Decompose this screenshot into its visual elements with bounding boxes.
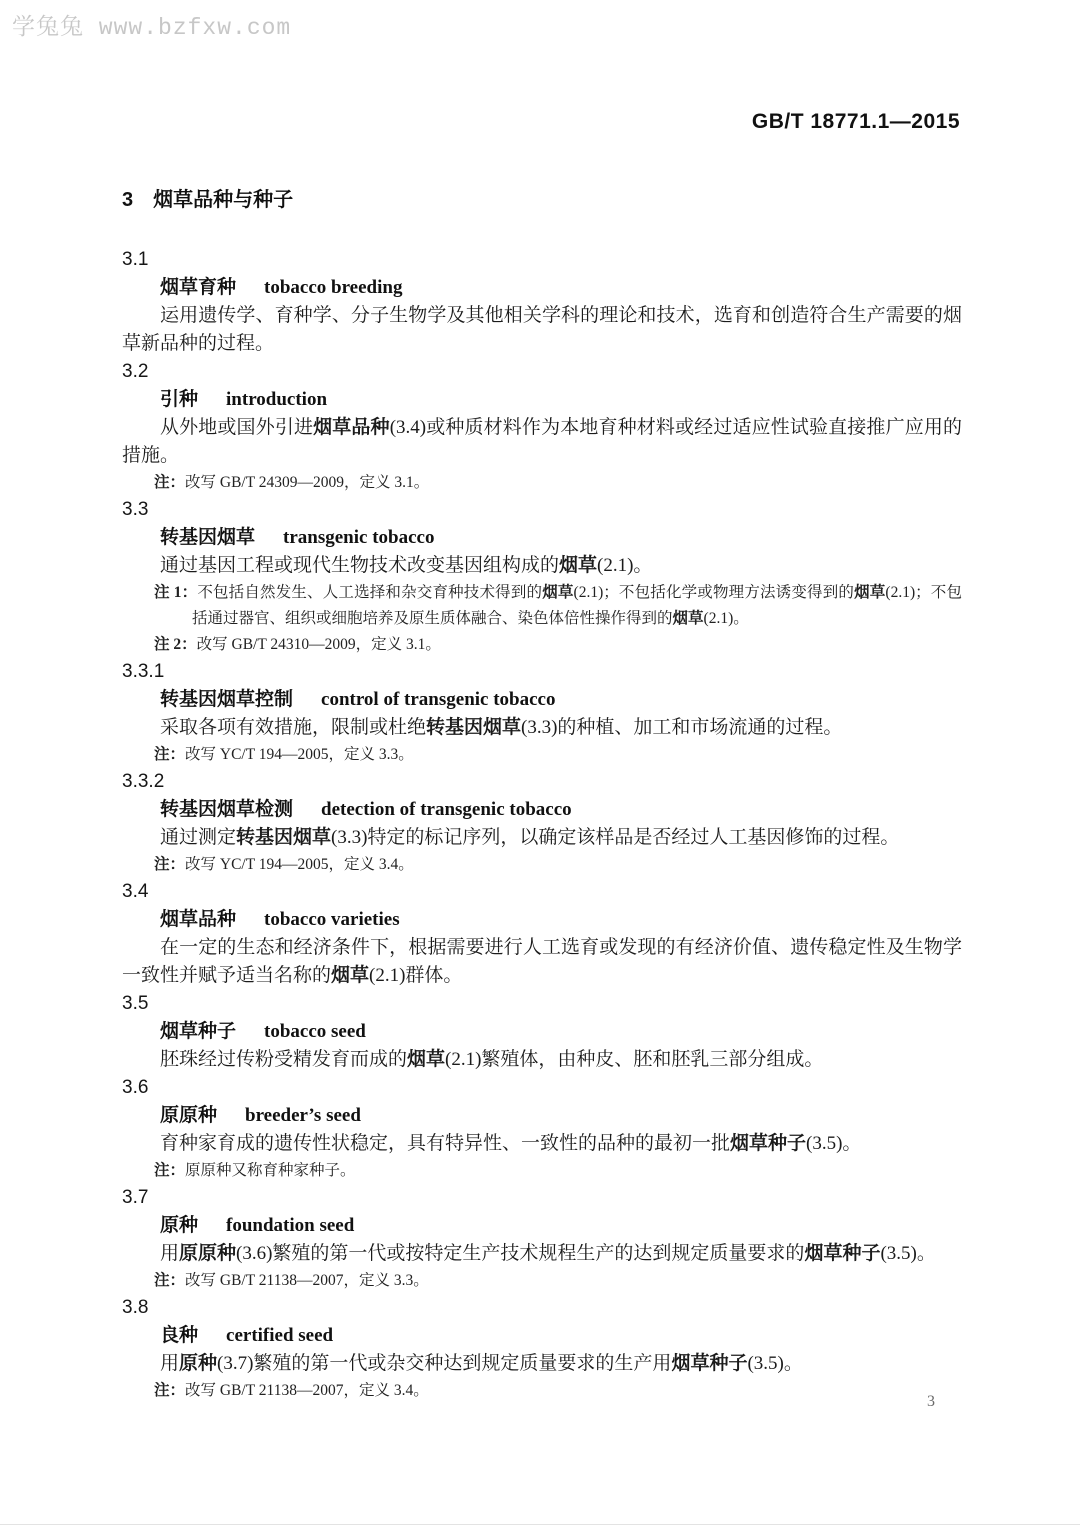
note-label: 注： [154,856,186,873]
entry-term-line [122,686,962,714]
definition-entry [122,1184,962,1294]
entry-term-line [122,1212,962,1240]
definition-entry [122,878,962,990]
text-segment: 改写 YC/T 194—2005，定义 3.4。 [185,856,414,873]
note-label: 注 2： [154,636,197,653]
term-english: transgenic tobacco [283,527,435,548]
entry-number: 3.8 [122,1297,149,1318]
text-segment: (3.5)。 [880,1243,936,1264]
page-content [122,186,962,1404]
entry-number: 3.6 [122,1077,149,1098]
text-segment: 改写 YC/T 194—2005，定义 3.3。 [185,746,414,763]
cross-referenced-term: 烟草 [331,965,370,986]
note-label: 注： [154,746,186,763]
page-number: 3 [927,1393,935,1410]
text-segment: 运用遗传学、育种学、分子生物学及其他相关学科的理论和技术，选育和创造符合生产需要的烟草新品种的过程。 [122,305,962,354]
term-english: introduction [226,389,328,410]
scan-edge-line [0,1524,1080,1525]
definition-entry [122,358,962,496]
term-chinese: 烟草品种 [160,909,237,930]
term-english: certified seed [226,1325,334,1346]
text-segment: 改写 GB/T 24310—2009，定义 3.1。 [196,636,441,653]
note-label: 注 1： [154,584,198,601]
entry-notes [122,742,962,768]
text-segment: 用 [160,1353,180,1374]
term-english: detection of transgenic tobacco [321,799,572,820]
entry-term-line [122,1322,962,1350]
cross-referenced-term: 烟草种子 [671,1353,748,1374]
entry-note [122,1378,962,1404]
text-segment: (3.3)的种植、加工和市场流通的过程。 [521,717,843,738]
cross-referenced-term: 原种 [179,1353,218,1374]
cross-referenced-term: 烟草 [542,584,574,601]
entry-note [122,852,962,878]
doc-number-header: GB/T 18771.1—2015 [751,110,960,133]
definition-entry [122,990,962,1074]
text-segment: 胚珠经过传粉受精发育而成的 [160,1049,408,1070]
text-segment: 通过测定 [160,827,237,848]
note-label: 注： [154,1162,186,1179]
entry-note [122,1268,962,1294]
definition-entry [122,496,962,658]
text-segment: 原原种又称育种家种子。 [185,1162,356,1179]
definition-entry [122,1074,962,1184]
term-chinese: 引种 [160,389,199,410]
term-english: control of transgenic tobacco [321,689,556,710]
text-segment: (3.3)特定的标记序列，以确定该样品是否经过人工基因修饰的过程。 [331,827,900,848]
text-segment: (3.7)繁殖的第一代或杂交种达到规定质量要求的生产用 [217,1353,672,1374]
entry-term-line [122,386,962,414]
text-segment: 用 [160,1243,180,1264]
text-segment: 改写 GB/T 24309—2009，定义 3.1。 [185,474,430,491]
entry-note [122,1158,962,1184]
entry-number: 3.5 [122,993,149,1014]
cross-referenced-term: 烟草种子 [804,1243,881,1264]
entry-definition [122,552,962,580]
entry-notes [122,1268,962,1294]
entry-notes [122,1378,962,1404]
entry-number: 3.4 [122,881,149,902]
entry-definition [122,302,962,358]
text-segment: 从外地或国外引进 [160,417,314,438]
term-chinese: 烟草种子 [160,1021,237,1042]
entry-number: 3.3.1 [122,661,165,682]
entry-note [122,632,962,658]
cross-referenced-term: 烟草种子 [730,1133,807,1154]
definition-entry [122,1294,962,1404]
entry-notes [122,580,962,658]
entry-number: 3.3.2 [122,771,165,792]
definition-entry [122,768,962,878]
entry-term-line [122,524,962,552]
entry-definition [122,1350,962,1378]
cross-referenced-term: 转基因烟草 [426,717,522,738]
term-chinese: 转基因烟草控制 [160,689,294,710]
text-segment: (2.1)；不包括通过器官、组织或细胞培养及原生质体融合、染色体倍性操作得到的 [192,584,962,627]
text-segment: 改写 GB/T 21138—2007，定义 3.4。 [185,1382,429,1399]
entry-number: 3.2 [122,361,149,382]
entry-note [122,580,962,632]
entry-definition [122,1130,962,1158]
text-segment: (3.4)或种质材料作为本地育种材料或经过适应性试验直接推广应用的措施。 [122,417,962,466]
text-segment: 在一定的生态和经济条件下，根据需要进行人工选育或发现的有经济价值、遗传稳定性及生物学一致性并赋予适当名称的 [122,937,962,986]
text-segment: 采取各项有效措施，限制或杜绝 [160,717,427,738]
text-segment: (3.5)。 [806,1133,862,1154]
cross-referenced-term: 烟草品种 [313,417,390,438]
term-english: tobacco varieties [264,909,400,930]
entry-definition [122,414,962,470]
entry-notes [122,470,962,496]
term-chinese: 原原种 [160,1105,218,1126]
term-chinese: 烟草育种 [160,277,237,298]
cross-referenced-term: 烟草 [854,584,886,601]
entry-note [122,742,962,768]
entry-number: 3.1 [122,249,149,270]
text-segment: (3.5)。 [747,1353,803,1374]
cross-referenced-term: 烟草 [559,555,598,576]
watermark: 学兔兔 www.bzfxw.com [12,15,292,41]
entry-term-line [122,274,962,302]
entry-note [122,470,962,496]
text-segment: 育种家育成的遗传性状稳定，具有特异性、一致性的品种的最初一批 [160,1133,731,1154]
entry-notes [122,852,962,878]
term-chinese: 转基因烟草 [160,527,256,548]
text-segment: (2.1)。 [703,610,749,627]
cross-referenced-term: 烟草 [672,610,704,627]
text-segment: 改写 GB/T 21138—2007，定义 3.3。 [185,1272,429,1289]
entry-definition [122,824,962,852]
text-segment: 通过基因工程或现代生物技术改变基因组构成的 [160,555,560,576]
entry-definition [122,934,962,990]
text-segment: (2.1)繁殖体，由种皮、胚和胚乳三部分组成。 [445,1049,824,1070]
text-segment: (2.1)群体。 [369,965,463,986]
section-number: 3 [122,189,134,211]
text-segment: 不包括自然发生、人工选择和杂交育种技术得到的 [197,584,543,601]
entry-term-line [122,906,962,934]
entry-number: 3.7 [122,1187,149,1208]
entry-definition [122,1240,962,1268]
term-english: breeder’s seed [245,1105,361,1126]
term-english: tobacco seed [264,1021,366,1042]
section-title: 烟草品种与种子 [153,189,294,211]
entry-definition [122,714,962,742]
text-segment: (3.6)繁殖的第一代或按特定生产技术规程生产的达到规定质量要求的 [236,1243,805,1264]
note-label: 注： [154,1272,186,1289]
term-chinese: 原种 [160,1215,199,1236]
cross-referenced-term: 原原种 [179,1243,237,1264]
section-heading [122,186,962,214]
note-label: 注： [154,1382,186,1399]
entry-number: 3.3 [122,499,149,520]
note-label: 注： [154,474,186,491]
term-chinese: 良种 [160,1325,199,1346]
cross-referenced-term: 烟草 [407,1049,446,1070]
text-segment: (2.1)；不包括化学或物理方法诱变得到的 [573,584,855,601]
cross-referenced-term: 转基因烟草 [236,827,332,848]
term-english: foundation seed [226,1215,355,1236]
entries [122,246,962,1404]
entry-term-line [122,796,962,824]
entry-term-line [122,1018,962,1046]
entry-notes [122,1158,962,1184]
term-english: tobacco breeding [264,277,403,298]
term-chinese: 转基因烟草检测 [160,799,294,820]
definition-entry [122,246,962,358]
definition-entry [122,658,962,768]
entry-term-line [122,1102,962,1130]
text-segment: (2.1)。 [597,555,653,576]
entry-definition [122,1046,962,1074]
